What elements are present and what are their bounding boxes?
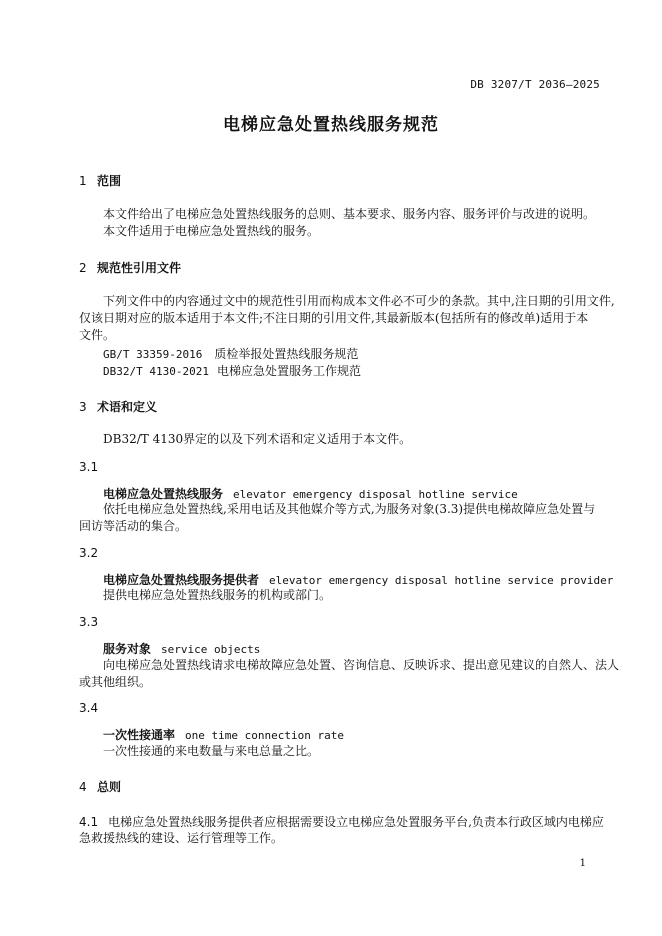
term-chinese: 电梯应急处置热线服务 [103,487,224,501]
reference-code: GB/T 33359-2016 [103,348,203,361]
section-title: 范围 [97,174,122,188]
section-2-heading [79,259,181,276]
section-number: 3 [79,400,87,414]
term-english: elevator emergency disposal hotline service [233,488,518,501]
term-entry [103,640,260,658]
term-english: service objects [161,643,261,656]
term-definition: 向电梯应急处置热线请求电梯故障应急处置、咨询信息、反映诉求、提出意见建议的自然人、法人 [103,658,620,672]
term-chinese: 电梯应急处置热线服务提供者 [103,573,260,587]
subclause-number: 3.3 [79,615,99,629]
paragraph-line: 下列文件中的内容通过文中的规范性引用而构成本文件必不可少的条款。其中,注日期的引用文件, [103,294,615,308]
paragraph: 本文件适用于电梯应急处置热线的服务。 [103,224,320,238]
section-title: 规范性引用文件 [97,261,182,275]
clause-number: 4.1 [79,815,99,829]
clause-text: 急救援热线的建设、运行管理等工作。 [79,831,284,845]
term-english: elevator emergency disposal hotline service provider [269,574,614,587]
term-definition: 提供电梯应急处置热线服务的机构或部门。 [103,588,332,602]
section-number: 4 [79,780,87,794]
document-code: DB 3207/T 2036—2025 [470,78,600,91]
paragraph: 本文件给出了电梯应急处置热线服务的总则、基本要求、服务内容、服务评价与改进的说明。 [103,207,596,221]
subclause-number: 3.1 [79,460,99,474]
section-1-heading [79,172,121,189]
section-4-heading [79,778,121,795]
term-english: one time connection rate [185,729,344,742]
term-definition: 或其他组织。 [79,675,152,689]
reference-item [103,345,358,363]
term-chinese: 一次性接通率 [103,728,176,742]
term-definition: 回访等活动的集合。 [79,519,188,533]
reference-name: 电梯应急处置服务工作规范 [216,364,361,378]
page-number: 1 [579,858,586,869]
section-title: 总则 [97,780,122,794]
section-number: 1 [79,174,87,188]
reference-name: 质检举报处置热线服务规范 [214,347,359,361]
term-chinese: 服务对象 [103,642,152,656]
section-3-heading [79,398,157,415]
term-entry [103,726,344,744]
paragraph-line: 仅该日期对应的版本适用于本文件;不注日期的引用文件,其最新版本(包括所有的修改单)适用于本 [79,311,589,325]
reference-item [103,362,361,380]
paragraph-line: 文件。 [79,328,116,342]
term-definition: 一次性接通的来电数量与来电总量之比。 [103,744,320,758]
paragraph: DB32/T 4130界定的以及下列术语和定义适用于本文件。 [103,432,412,446]
section-title: 术语和定义 [97,400,158,414]
subclause-number: 3.4 [79,701,99,715]
subclause-number: 3.2 [79,546,99,560]
clause-text: 电梯应急处置热线服务提供者应根据需要设立电梯应急处置服务平台,负责本行政区域内电梯应 [108,815,604,829]
section-number: 2 [79,261,87,275]
term-definition: 依托电梯应急处置热线,采用电话及其他媒介等方式,为服务对象(3.3)提供电梯故障应急处置与 [103,502,596,516]
clause-4-1 [79,813,604,831]
reference-code: DB32/T 4130-2021 [103,365,209,378]
document-title: 电梯应急处置热线服务规范 [223,115,439,135]
